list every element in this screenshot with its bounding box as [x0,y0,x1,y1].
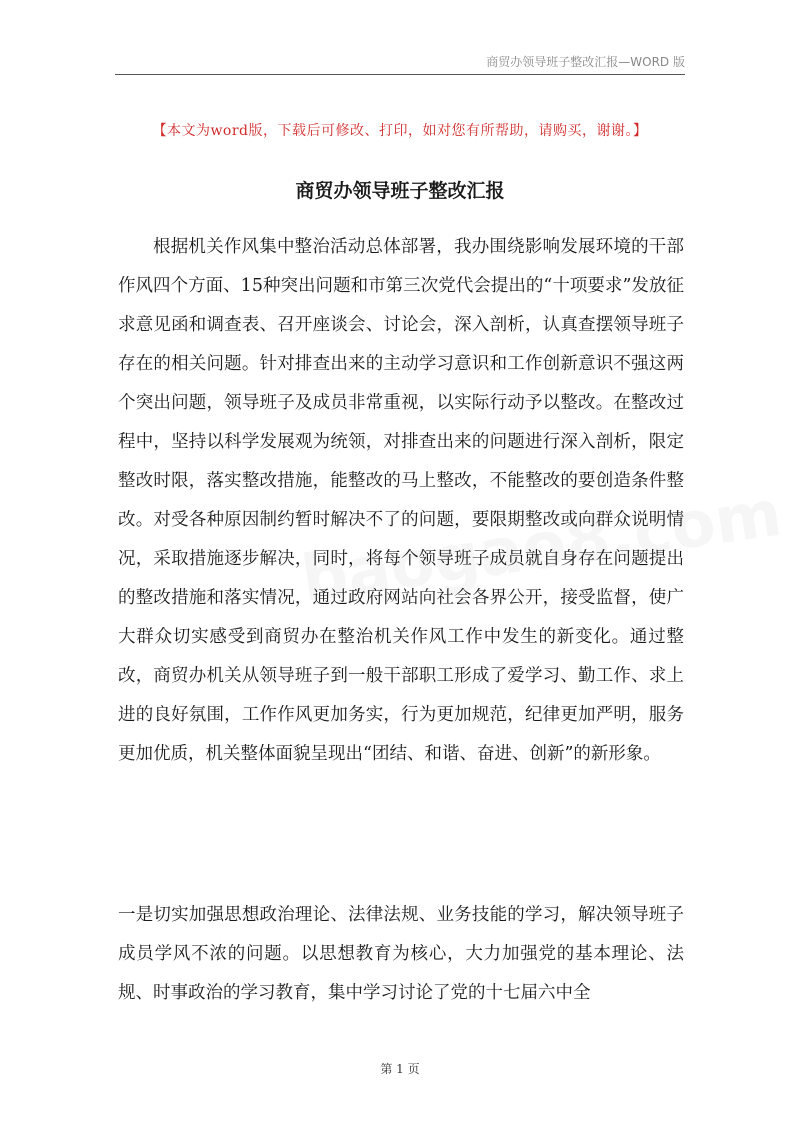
document-title: 商贸办领导班子整改汇报 [295,180,505,202]
page-header: 商贸办领导班子整改汇报—WORD 版 [115,54,685,75]
body-paragraph-1: 根据机关作风集中整治活动总体部署，我办围绕影响发展环境的干部作风四个方面、15种突出问题和市第三次党代会提出的“十项要求”发放征求意见函和调查表、召开座谈会、讨论会，深入剖析，认真查摆领导班子存在的相关问题。针对排查出来的主动学习意识和工作创新意识不强这两个突出问题，领导班子及成员非常重视，以实际行动予以整改。在整改过程中，坚持以科学发展观为统领，对排查出来的问题进行深入剖析，限定整改时限，落实整改措施，能整改的马上整改，不能整改的要创造条件整改。对受各种原因制约暂时解决不了的问题，要限期整改或向群众说明情况，采取措施逐步解决，同时，将每个领导班子成员就自身存在问题提出的整改措施和落实情况，通过政府网站向社会各界公开，接受监督，使广大群众切实感受到商贸办在整治机关作风工作中发生的新变化。通过整改，商贸办机关从领导班子到一般干部职工形成了爱学习、勤工作、求上进的良好氛围，工作作风更加务实，行为更加规范，纪律更加严明，服务更加优质，机关整体面貌呈现出“团结、和谐、奋进、创新”的新形象。 [118,237,684,764]
body-paragraph-2: 一是切实加强思想政治理论、法律法规、业务技能的学习，解决领导班子成员学风不浓的问题。以思想教育为核心，大力加强党的基本理论、法规、时事政治的学习教育，集中学习讨论了党的十七届六中全 [118,905,684,1003]
download-notice: 【本文为word版，下载后可修改、打印，如对您有所帮助，请购买，谢谢。】 [152,123,648,139]
page-number: 第 1 页 [380,1062,420,1076]
